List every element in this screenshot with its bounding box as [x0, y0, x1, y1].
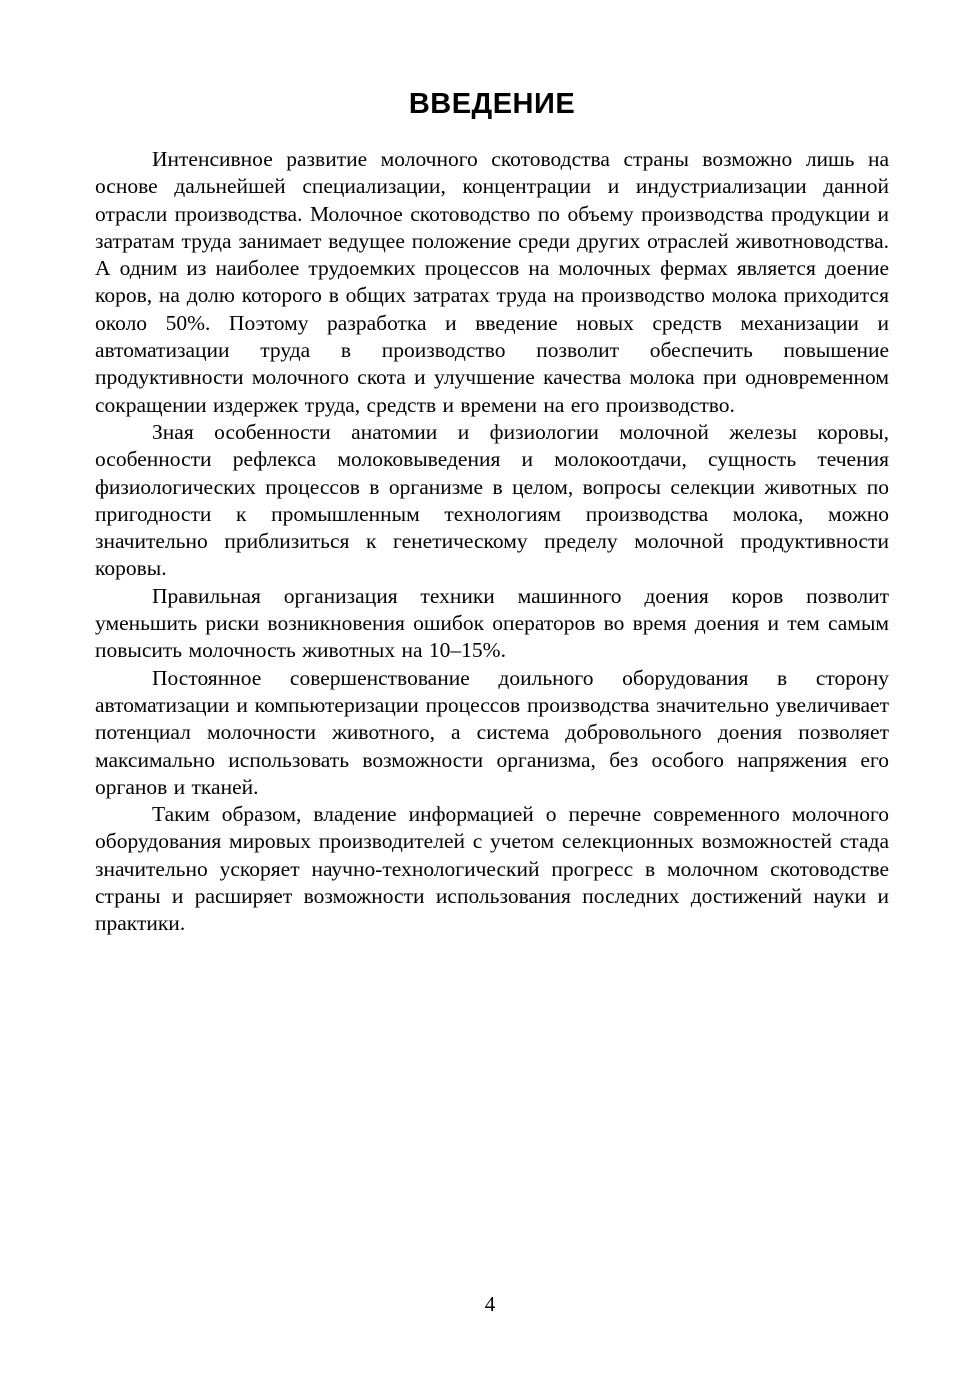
paragraph-intro-development: Интенсивное развитие молочного скотоводства страны возможно лишь на основе дальнейшей специализации, концентрации и индустриализации данной отрасли производства. Молочное скотоводство по объему производства продукции и затратам труда занимает ведущее положение среди других отраслей животноводства. А одним из наиболее трудоемких процессов на молочных фермах является доение коров, на долю которого в общих затратах труда на производство молока приходится около 50%. Поэтому разработка и введение новых средств механизации и автоматизации труда в производство позволит обеспечить повышение продуктивности молочного скота и улучшение качества молока при одновременном сокращении издержек труда, средств и времени на его производство. — [95, 147, 889, 417]
paragraph-equipment-improvement: Постоянное совершенствование доильного оборудования в сторону автоматизации и компьютеризации процессов производства значительно увеличивает потенциал молочности животного, а система добровольного доения позволяет максимально использовать возможности организма, без особого напряжения его органов и тканей. — [95, 665, 889, 799]
paragraph-anatomy-physiology: Зная особенности анатомии и физиологии молочной железы коровы, особенности рефлекса молоковыведения и молокоотдачи, сущность течения физиологических процессов в организме в целом, вопросы селекции животных по пригодности к промышленным технологиям производства молока, можно значительно приблизиться к генетическому пределу молочной продуктивности коровы. — [95, 419, 889, 581]
paragraph-machine-milking: Правильная организация техники машинного доения коров позволит уменьшить риски возникновения ошибок операторов во время доения и тем самым повысить молочность животных на 10–15%. — [95, 583, 889, 663]
page-content — [95, 88, 889, 938]
page-number: 4 — [484, 1292, 496, 1316]
paragraph-conclusion: Таким образом, владение информацией о перечне современного молочного оборудования мировых производителей с учетом селекционных возможностей стада значительно ускоряет научно-технологический прогресс в молочном скотоводстве страны и расширяет возможности использования последних достижений науки и практики. — [95, 802, 889, 936]
page-title: ВВЕДЕНИЕ — [408, 88, 576, 120]
